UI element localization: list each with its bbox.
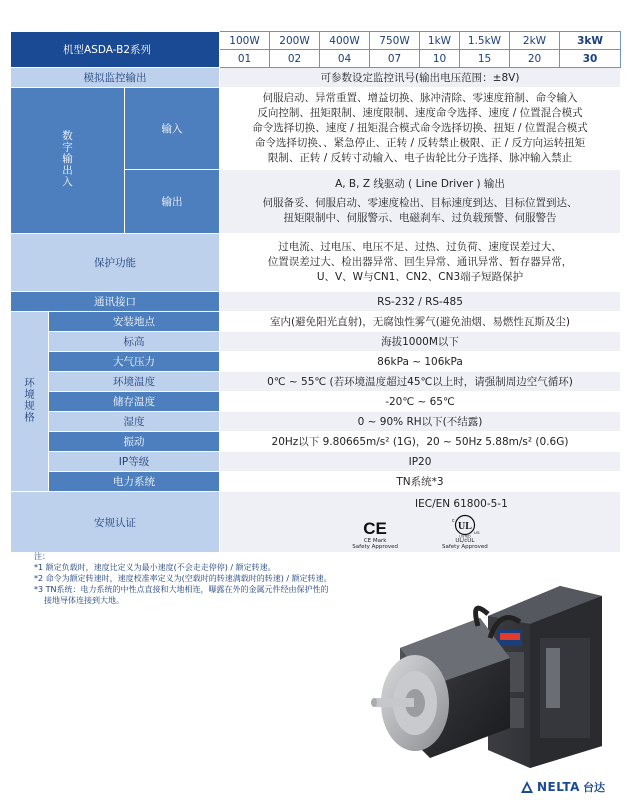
digital-input-line: 反向控制、扭矩限制、速度限制、速度命令选择、速度 / 位置混合模式: [257, 107, 583, 119]
protection-line: 位置误差过大、检出器异常、回生异常、通讯异常、暂存器异常，: [267, 256, 573, 268]
power-750w: 750W: [370, 32, 420, 50]
ce-mark-icon: [362, 518, 388, 538]
ce-caption-1: CE Mark: [363, 538, 387, 544]
env-value-install: 室内(避免阳光直射)，无腐蚀性雾气(避免油烟、易燃性瓦斯及尘): [220, 312, 621, 332]
code-01: 01: [220, 50, 270, 68]
ce-mark: [352, 518, 398, 550]
digital-input-line: 命令选择切换、、紧急停止、正转 / 反转禁止极限、正 / 反方向运转扭矩: [254, 137, 586, 149]
power-system-value: TN系统*3: [220, 472, 621, 492]
footnotes-title: 注：: [34, 552, 50, 561]
code-20: 20: [510, 50, 560, 68]
digital-input-line: 伺服启动、异常重置、增益切换、脉冲清除、零速度箝制、命令输入: [262, 92, 578, 104]
power-2kw: 2kW: [510, 32, 560, 50]
env-label-humidity: 湿度: [49, 412, 220, 432]
digital-input-line: 限制、正转 / 反转寸动输入、电子齿轮比分子选择、脉冲输入禁止: [267, 152, 573, 164]
digital-output-label: 输出: [125, 170, 220, 234]
delta-triangle-icon: [520, 780, 534, 794]
digital-io-group: [11, 88, 125, 234]
analog-monitor-label: 模拟监控输出: [11, 68, 220, 88]
footnote-item: *1 额定负载时，速度比定义为最小速度(不会走走停停) / 额定转速。: [34, 563, 276, 572]
env-label-ambient-temp: 环境温度: [49, 372, 220, 392]
env-label-pressure: 大气压力: [49, 352, 220, 372]
digital-io-group-label: 数字输出入: [61, 130, 73, 188]
env-value-ambient-temp: 0℃ ~ 55℃ (若环境温度超过45℃以上时，请强制周边空气循环): [220, 372, 621, 392]
env-label-storage-temp: 储存温度: [49, 392, 220, 412]
code-30: 30: [560, 50, 621, 68]
analog-monitor-value: 可参数设定监控讯号(输出电压范围：±8V): [220, 68, 621, 88]
ce-caption-2: Safety Approved: [352, 544, 398, 550]
ul-c-glyph: c: [451, 518, 455, 524]
comm-value: RS-232 / RS-485: [220, 292, 621, 312]
code-02: 02: [270, 50, 320, 68]
protection-line: 过电流、过电压、电压不足、过热、过负荷、速度误差过大、: [278, 241, 562, 253]
ul-mark-glyph: UL: [457, 521, 472, 532]
footnote-item: 接地导体连接到大地。: [44, 596, 124, 605]
comm-label: 通讯接口: [11, 292, 220, 312]
delta-brand-cn: 台达: [582, 781, 605, 794]
digital-input-line: 命令选择切换、速度 / 扭矩混合模式命令选择切换、扭矩 / 位置混合模式: [252, 122, 588, 134]
power-3kw: 3kW: [560, 32, 621, 50]
ip-label: IP等级: [49, 452, 220, 472]
footnote-item: *3 TN系统：电力系统的中性点直接和大地相连，曝露在外的金属元件经由保护性的: [34, 585, 329, 594]
cert-logos: [220, 510, 620, 552]
power-200w: 200W: [270, 32, 320, 50]
power-1kw: 1kW: [420, 32, 460, 50]
env-label-install: 安装地点: [49, 312, 220, 332]
power-400w: 400W: [320, 32, 370, 50]
env-label-altitude: 标高: [49, 332, 220, 352]
env-value-humidity: 0 ~ 90% RH以下(不结露): [220, 412, 621, 432]
protection-line: U、V、W与CN1、CN2、CN3端子短路保护: [316, 271, 524, 283]
model-label: 机型ASDA-B2系列: [11, 32, 220, 68]
ul-mark-icon: [448, 514, 482, 538]
power-1-5kw: 1.5kW: [460, 32, 510, 50]
digital-output-value: [220, 170, 621, 234]
environment-group: [11, 312, 49, 492]
spec-table: [10, 31, 621, 553]
cert-value: [220, 492, 621, 553]
cert-label: 安规认证: [11, 492, 220, 553]
delta-brand-name: NELTA: [537, 780, 580, 794]
protection-value: [220, 234, 621, 292]
env-value-altitude: 海拔1000M以下: [220, 332, 621, 352]
ul-caption-2: Safety Approved: [442, 544, 488, 550]
env-label-vibration: 振动: [49, 432, 220, 452]
power-system-label: 电力系统: [49, 472, 220, 492]
footnotes: [34, 551, 374, 606]
environment-group-label: 环境规格: [23, 377, 35, 423]
ce-mark-glyph: CE: [363, 519, 387, 538]
env-value-vibration: 20Hz以下 9.80665m/s² (1G)，20 ~ 50Hz 5.88m/s² (0.6G): [220, 432, 621, 452]
ul-caption-1: UL/cUL: [455, 538, 475, 544]
cert-standard: IEC/EN 61800-5-1: [415, 498, 508, 510]
env-value-storage-temp: -20℃ ~ 65℃: [220, 392, 621, 412]
servo-product-image: [370, 578, 620, 770]
env-value-pressure: 86kPa ~ 106kPa: [220, 352, 621, 372]
code-15: 15: [460, 50, 510, 68]
power-100w: 100W: [220, 32, 270, 50]
footnote-item: *2 命令为额定转速时，速度校准率定义为(空载时的转速满载时的转速) / 额定转速。: [34, 574, 332, 583]
code-04: 04: [320, 50, 370, 68]
code-10: 10: [420, 50, 460, 68]
protection-label: 保护功能: [11, 234, 220, 292]
digital-output-line: 扭矩限制中、伺服警示、电磁刹车、过负载预警、伺服警告: [283, 212, 557, 224]
delta-logo: [520, 778, 605, 796]
digital-output-line: A, B, Z 线驱动 ( Line Driver ) 输出: [335, 178, 505, 190]
digital-input-label: 输入: [125, 88, 220, 170]
ip-value: IP20: [220, 452, 621, 472]
digital-input-value: [220, 88, 621, 170]
code-07: 07: [370, 50, 420, 68]
digital-output-line: 伺服备妥、伺服启动、零速度检出、目标速度到达、目标位置到达、: [262, 197, 578, 209]
ul-listed-glyph: LISTED: [459, 534, 471, 538]
ul-mark: [442, 514, 488, 550]
ul-us-glyph: US: [473, 530, 480, 535]
